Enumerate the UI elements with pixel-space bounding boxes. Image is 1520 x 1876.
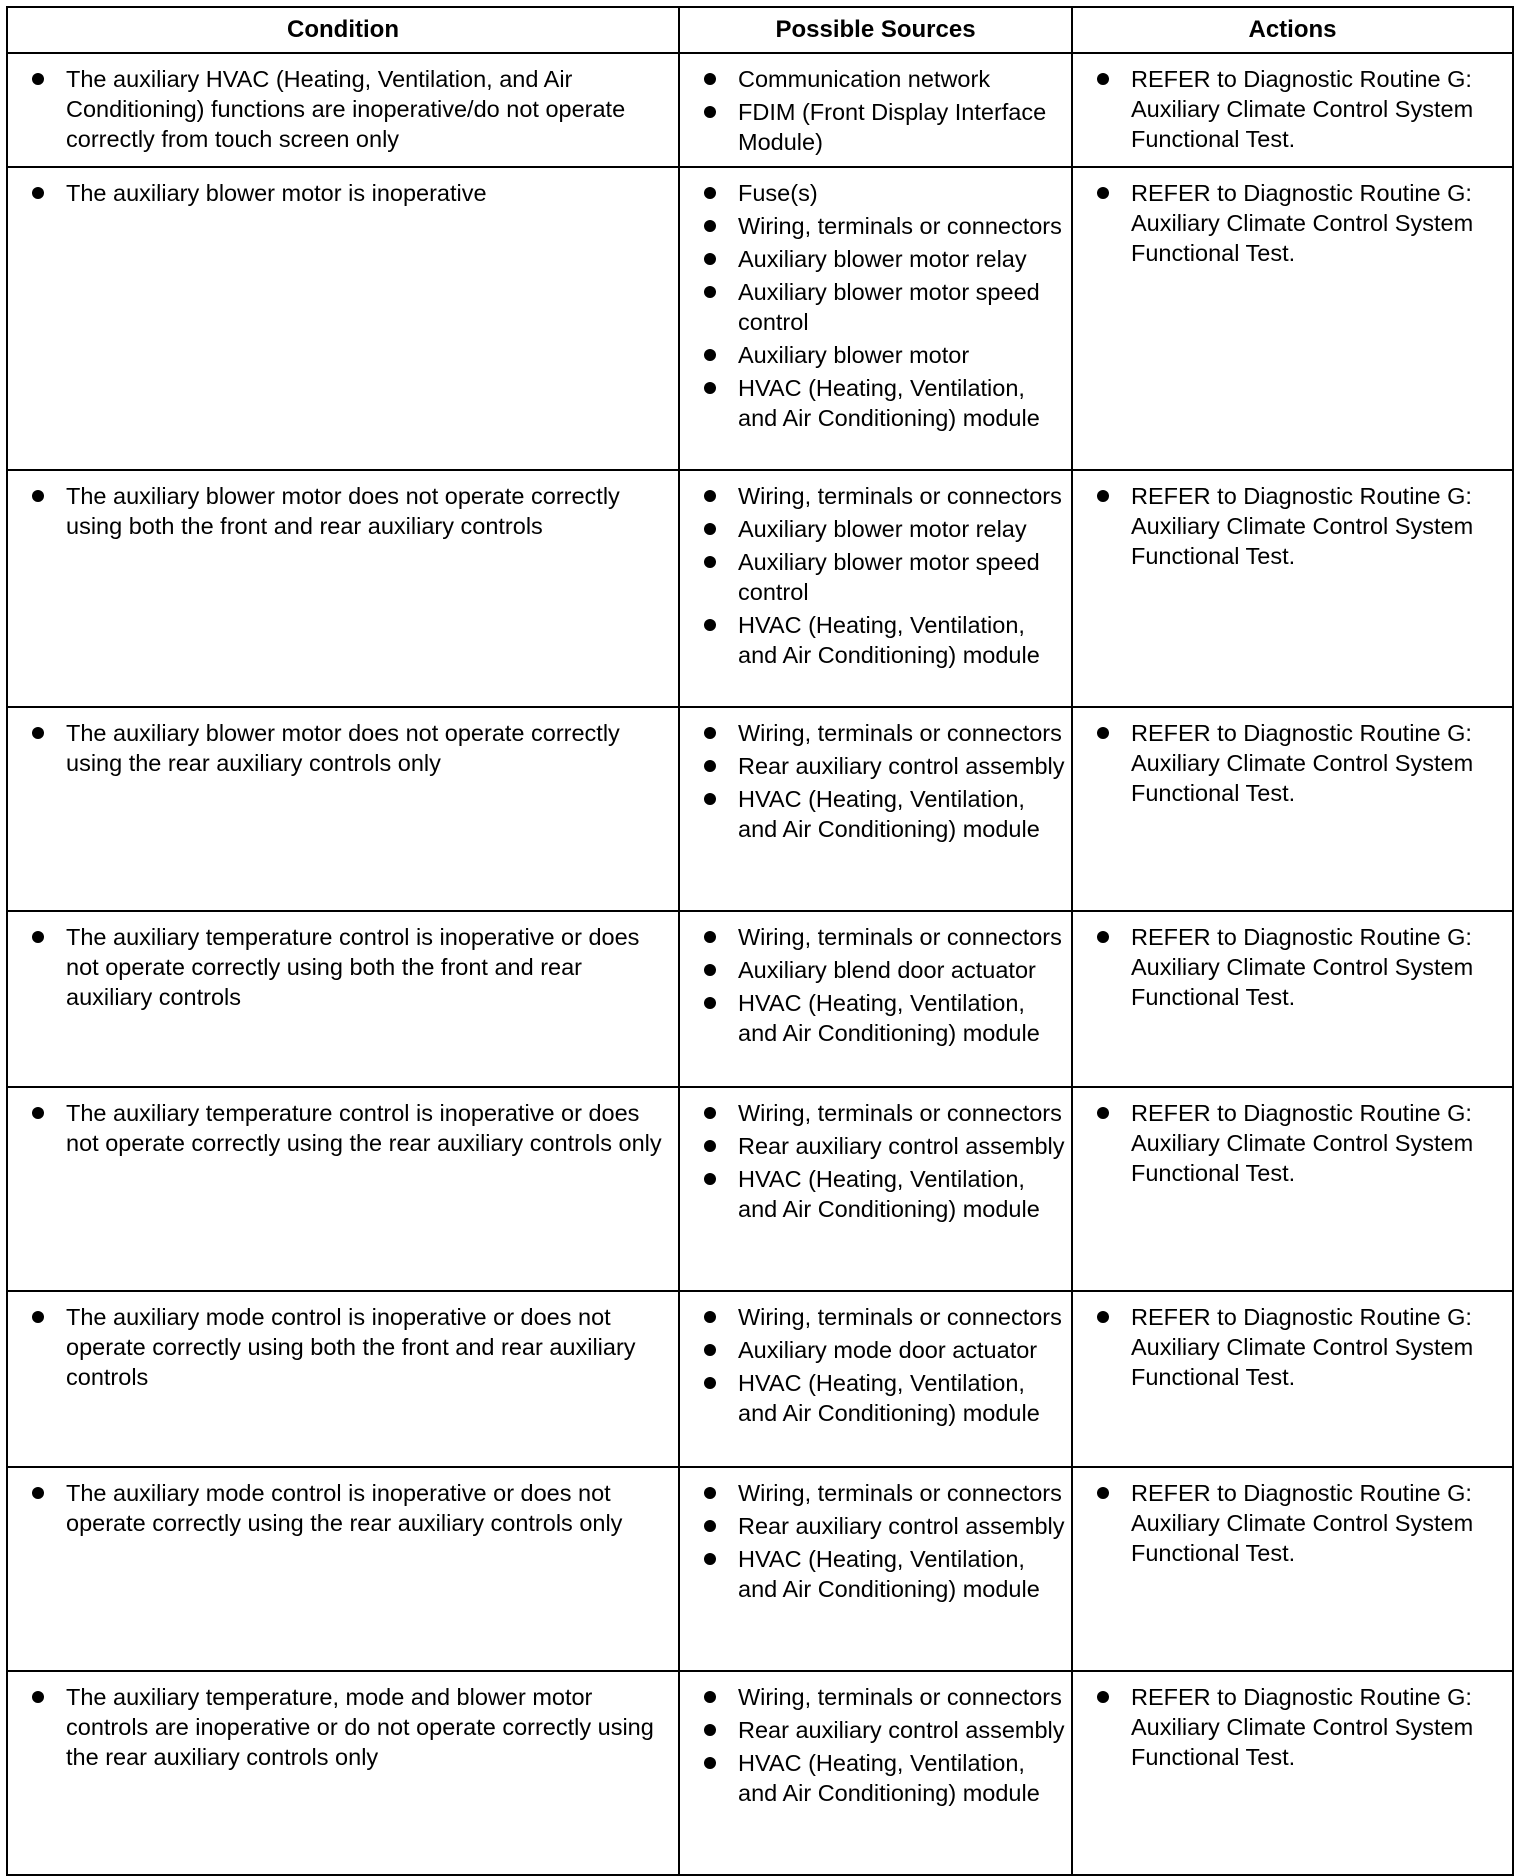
action-list <box>1095 1302 1506 1392</box>
action-text: REFER to Diagnostic Routine G: Auxiliary Climate Control System Functional Test. <box>1095 1098 1506 1188</box>
action-text: REFER to Diagnostic Routine G: Auxiliary Climate Control System Functional Test. <box>1095 1478 1506 1568</box>
action-list <box>1095 178 1506 268</box>
action-text: REFER to Diagnostic Routine G: Auxiliary Climate Control System Functional Test. <box>1095 1302 1506 1392</box>
condition-list <box>30 1478 672 1538</box>
possible-sources-list <box>702 1302 1065 1428</box>
source-item: Communication network <box>702 64 1065 94</box>
source-item: Auxiliary blower motor relay <box>702 514 1065 544</box>
header-row <box>7 7 1513 53</box>
condition-text: The auxiliary temperature, mode and blower motor controls are inoperative or do not operate correctly using the rear auxiliary controls only <box>30 1682 672 1772</box>
condition-text: The auxiliary mode control is inoperative or does not operate correctly using the rear auxiliary controls only <box>30 1478 672 1538</box>
condition-cell <box>7 470 679 707</box>
action-list <box>1095 718 1506 808</box>
condition-cell <box>7 1291 679 1467</box>
possible-sources-cell <box>679 1291 1072 1467</box>
action-cell <box>1072 1671 1513 1875</box>
source-item: Auxiliary blower motor speed control <box>702 277 1065 337</box>
condition-list <box>30 178 672 208</box>
action-list <box>1095 64 1506 154</box>
table-row <box>7 1671 1513 1875</box>
diagnostic-table-sheet <box>6 6 1512 1866</box>
source-item: Auxiliary blower motor speed control <box>702 547 1065 607</box>
condition-text: The auxiliary HVAC (Heating, Ventilation, and Air Conditioning) functions are inoperative/do not operate correctly from touch screen only <box>30 64 672 154</box>
possible-sources-list <box>702 481 1065 670</box>
source-item: Auxiliary blower motor relay <box>702 244 1065 274</box>
action-list <box>1095 1682 1506 1772</box>
condition-list <box>30 1302 672 1392</box>
possible-sources-cell <box>679 470 1072 707</box>
possible-sources-cell <box>679 1671 1072 1875</box>
table-row <box>7 707 1513 911</box>
possible-sources-cell <box>679 911 1072 1087</box>
table-row <box>7 167 1513 470</box>
condition-cell <box>7 167 679 470</box>
table-body <box>7 53 1513 1875</box>
condition-list <box>30 718 672 778</box>
action-cell <box>1072 470 1513 707</box>
source-item: HVAC (Heating, Ventilation, and Air Conditioning) module <box>702 373 1065 433</box>
header-actions: Actions <box>1072 7 1513 53</box>
table-row <box>7 1467 1513 1671</box>
condition-text: The auxiliary temperature control is inoperative or does not operate correctly using the rear auxiliary controls only <box>30 1098 672 1158</box>
condition-text: The auxiliary mode control is inoperative or does not operate correctly using both the front and rear auxiliary controls <box>30 1302 672 1392</box>
source-item: Wiring, terminals or connectors <box>702 1302 1065 1332</box>
source-item: Rear auxiliary control assembly <box>702 751 1065 781</box>
condition-list <box>30 1682 672 1772</box>
table-row <box>7 53 1513 167</box>
action-list <box>1095 922 1506 1012</box>
possible-sources-list <box>702 64 1065 157</box>
possible-sources-cell <box>679 53 1072 167</box>
header-possible-sources: Possible Sources <box>679 7 1072 53</box>
action-list <box>1095 481 1506 571</box>
possible-sources-cell <box>679 1087 1072 1291</box>
action-cell <box>1072 707 1513 911</box>
possible-sources-cell <box>679 1467 1072 1671</box>
condition-list <box>30 481 672 541</box>
source-item: Rear auxiliary control assembly <box>702 1715 1065 1745</box>
table-row <box>7 470 1513 707</box>
action-list <box>1095 1478 1506 1568</box>
action-cell <box>1072 1087 1513 1291</box>
possible-sources-cell <box>679 167 1072 470</box>
possible-sources-cell <box>679 707 1072 911</box>
action-cell <box>1072 53 1513 167</box>
source-item: HVAC (Heating, Ventilation, and Air Conditioning) module <box>702 988 1065 1048</box>
source-item: Wiring, terminals or connectors <box>702 922 1065 952</box>
source-item: HVAC (Heating, Ventilation, and Air Conditioning) module <box>702 1164 1065 1224</box>
condition-text: The auxiliary blower motor does not operate correctly using both the front and rear auxiliary controls <box>30 481 672 541</box>
source-item: HVAC (Heating, Ventilation, and Air Conditioning) module <box>702 1748 1065 1808</box>
source-item: HVAC (Heating, Ventilation, and Air Conditioning) module <box>702 1368 1065 1428</box>
possible-sources-list <box>702 1098 1065 1224</box>
symptom-chart-table <box>6 6 1514 1876</box>
header-condition: Condition <box>7 7 679 53</box>
condition-cell <box>7 1467 679 1671</box>
possible-sources-list <box>702 718 1065 844</box>
source-item: FDIM (Front Display Interface Module) <box>702 97 1065 157</box>
source-item: Wiring, terminals or connectors <box>702 1682 1065 1712</box>
source-item: Wiring, terminals or connectors <box>702 211 1065 241</box>
action-cell <box>1072 167 1513 470</box>
source-item: Rear auxiliary control assembly <box>702 1511 1065 1541</box>
source-item: HVAC (Heating, Ventilation, and Air Conditioning) module <box>702 1544 1065 1604</box>
source-item: Wiring, terminals or connectors <box>702 1098 1065 1128</box>
condition-list <box>30 922 672 1012</box>
action-text: REFER to Diagnostic Routine G: Auxiliary Climate Control System Functional Test. <box>1095 481 1506 571</box>
possible-sources-list <box>702 922 1065 1048</box>
action-text: REFER to Diagnostic Routine G: Auxiliary Climate Control System Functional Test. <box>1095 178 1506 268</box>
source-item: Auxiliary mode door actuator <box>702 1335 1065 1365</box>
condition-cell <box>7 911 679 1087</box>
action-cell <box>1072 1291 1513 1467</box>
source-item: HVAC (Heating, Ventilation, and Air Conditioning) module <box>702 610 1065 670</box>
table-row <box>7 1291 1513 1467</box>
source-item: Wiring, terminals or connectors <box>702 1478 1065 1508</box>
action-cell <box>1072 1467 1513 1671</box>
possible-sources-list <box>702 178 1065 433</box>
source-item: Auxiliary blower motor <box>702 340 1065 370</box>
action-cell <box>1072 911 1513 1087</box>
condition-text: The auxiliary temperature control is inoperative or does not operate correctly using both the front and rear auxiliary controls <box>30 922 672 1012</box>
action-text: REFER to Diagnostic Routine G: Auxiliary Climate Control System Functional Test. <box>1095 718 1506 808</box>
condition-list <box>30 64 672 154</box>
action-text: REFER to Diagnostic Routine G: Auxiliary Climate Control System Functional Test. <box>1095 922 1506 1012</box>
source-item: Auxiliary blend door actuator <box>702 955 1065 985</box>
source-item: Wiring, terminals or connectors <box>702 481 1065 511</box>
condition-cell <box>7 53 679 167</box>
condition-text: The auxiliary blower motor is inoperative <box>30 178 672 208</box>
action-list <box>1095 1098 1506 1188</box>
source-item: Rear auxiliary control assembly <box>702 1131 1065 1161</box>
source-item: Wiring, terminals or connectors <box>702 718 1065 748</box>
action-text: REFER to Diagnostic Routine G: Auxiliary Climate Control System Functional Test. <box>1095 64 1506 154</box>
possible-sources-list <box>702 1478 1065 1604</box>
condition-cell <box>7 707 679 911</box>
condition-cell <box>7 1671 679 1875</box>
source-item: HVAC (Heating, Ventilation, and Air Conditioning) module <box>702 784 1065 844</box>
condition-text: The auxiliary blower motor does not operate correctly using the rear auxiliary controls only <box>30 718 672 778</box>
condition-list <box>30 1098 672 1158</box>
table-row <box>7 1087 1513 1291</box>
source-item: Fuse(s) <box>702 178 1065 208</box>
possible-sources-list <box>702 1682 1065 1808</box>
table-row <box>7 911 1513 1087</box>
action-text: REFER to Diagnostic Routine G: Auxiliary Climate Control System Functional Test. <box>1095 1682 1506 1772</box>
condition-cell <box>7 1087 679 1291</box>
